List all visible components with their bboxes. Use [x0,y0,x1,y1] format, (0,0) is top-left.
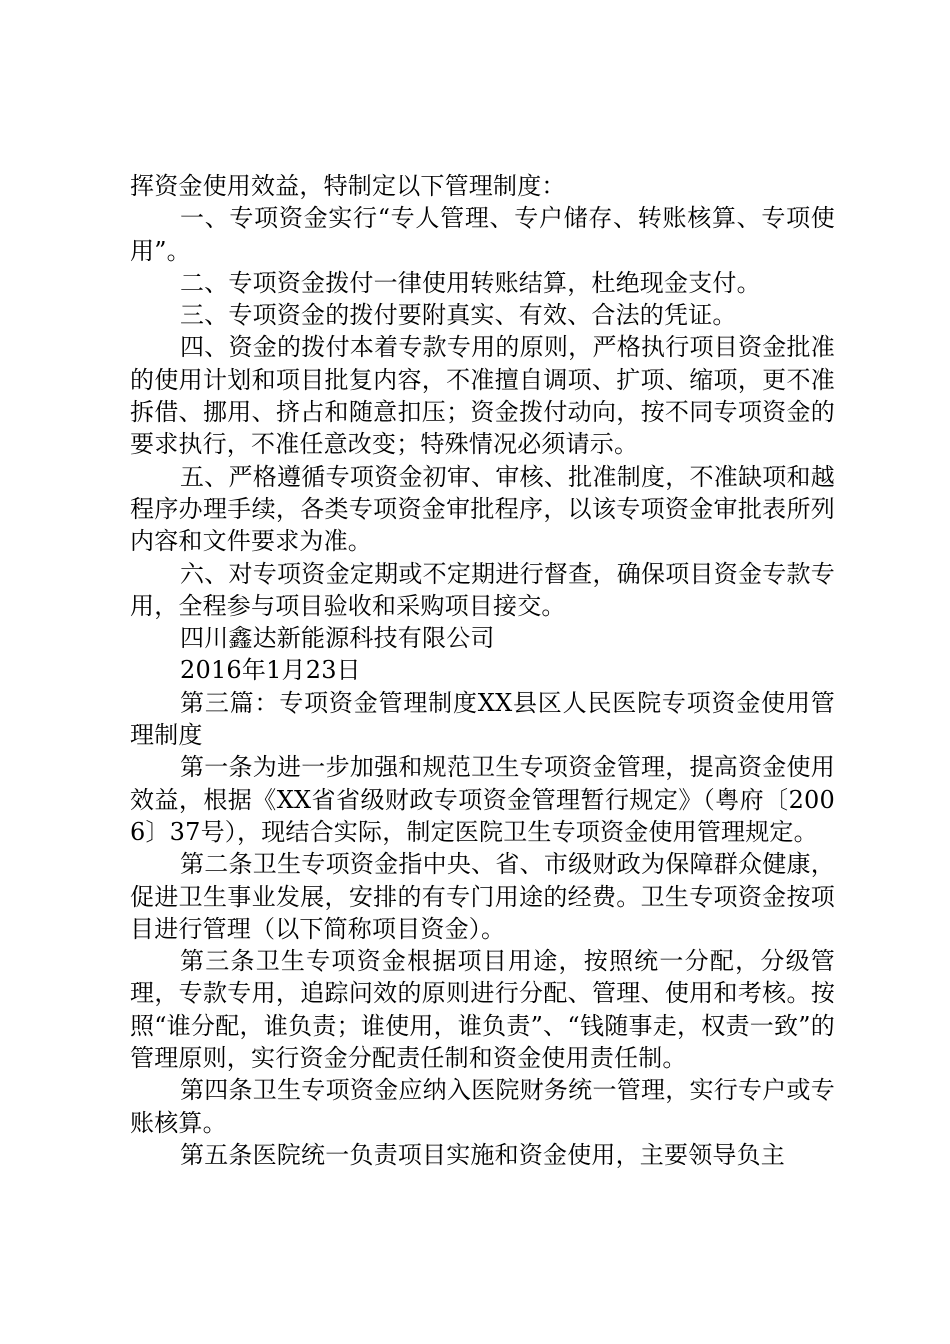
paragraph-3: 二、专项资金拨付一律使用转账结算，杜绝现金支付。 [180,268,761,297]
section-heading: 第三篇：专项资金管理制度XX县区人民医院专项资金使用管理制度 [130,688,835,750]
paragraph-1: 挥资金使用效益，特制定以下管理制度： [130,172,566,200]
company-signature: 四川鑫达新能源科技有限公司 [180,624,495,653]
article-1: 第一条为进一步加强和规范卫生专项资金管理，提高资金使用效益，根据《XX省省级财政专项资金管理暂行规定》（粤府〔2006〕37号），现结合实际，制定医院卫生专项资金使用管理规定。 [130,753,835,846]
article-2: 第二条卫生专项资金指中央、省、市级财政为保障群众健康，促进卫生事业发展，安排的有专门用途的经费。卫生专项资金按项目进行管理（以下简称项目资金）。 [130,850,835,943]
article-4: 第四条卫生专项资金应纳入医院财务统一管理，实行专户或专账核算。 [130,1076,835,1137]
paragraph-4: 三、专项资金的拨付要附真实、有效、合法的凭证。 [180,301,737,330]
paragraph-6: 五、严格遵循专项资金初审、审核、批准制度，不准缺项和越程序办理手续，各类专项资金审批程序，以该专项资金审批表所列内容和文件要求为准。 [130,462,835,556]
signature-date: 2016年1月23日 [180,656,361,685]
paragraph-5: 四、资金的拨付本着专款专用的原则，严格执行项目资金批准的使用计划和项目批复内容，不准擅自调项、扩项、缩项，更不准拆借、挪用、挤占和随意扣压；资金拨付动向，按不同专项资金的要求执行，不准任意改变；特殊情况必须请示。 [130,333,835,459]
document-page [130,170,835,1171]
article-5: 第五条医院统一负责项目实施和资金使用，主要领导负主 [180,1140,785,1169]
paragraph-7: 六、对专项资金定期或不定期进行督查，确保项目资金专款专用，全程参与项目验收和采购项目接交。 [130,559,835,620]
paragraph-2: 一、专项资金实行“专人管理、专户储存、转账核算、专项使用”。 [130,204,835,265]
article-3: 第三条卫生专项资金根据项目用途，按照统一分配，分级管理，专款专用，追踪问效的原则进行分配、管理、使用和考核。按照“谁分配，谁负责；谁使用，谁负责”、“钱随事走，权责一致”的管理原则，实行资金分配责任制和资金使用责任制。 [130,947,835,1073]
